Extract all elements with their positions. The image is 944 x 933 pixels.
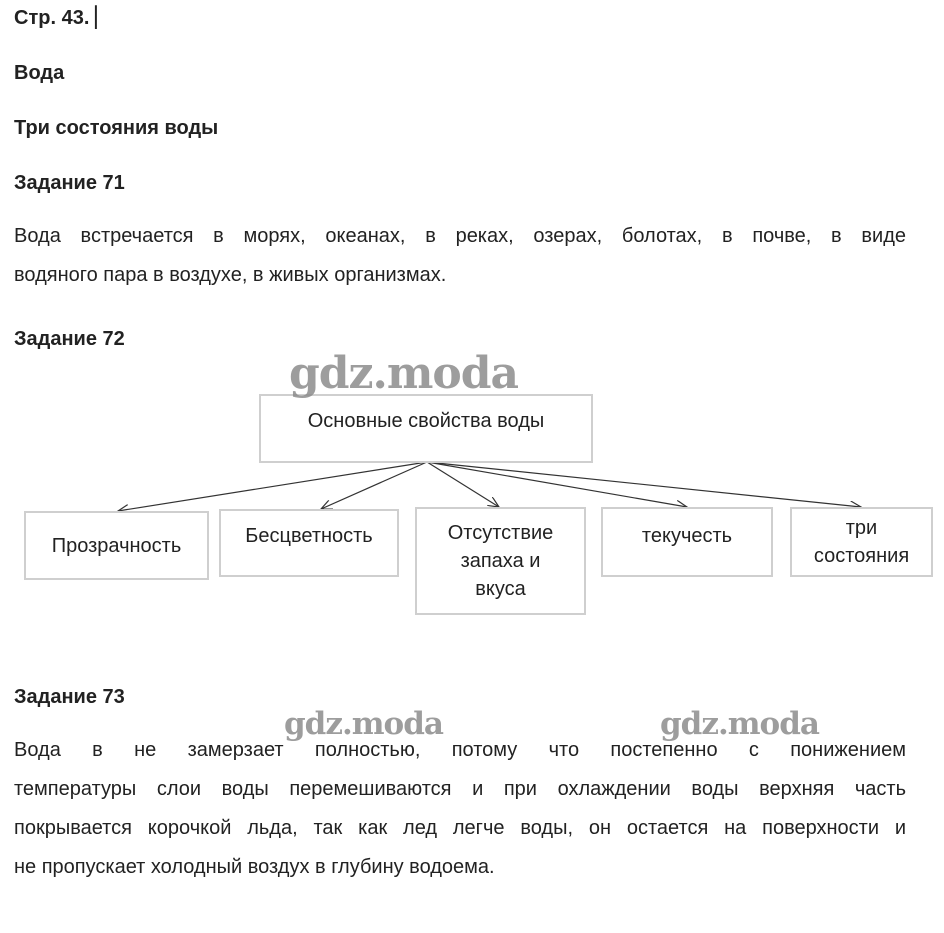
task-71-line-1: Вода встречается в морях, океанах, в реках, озерах, болотах, в почве, в виде: [14, 225, 906, 247]
cursor-glyph: ▏: [94, 7, 111, 29]
task-73-answer: [14, 731, 906, 887]
property-label: три состояния: [813, 517, 910, 567]
property-label: Отсутствие запаха и вкуса: [447, 522, 554, 600]
arrow-to-transparency: [118, 462, 427, 511]
property-box-fluidity: [601, 507, 773, 577]
task-72-title: Задание 72: [14, 328, 125, 350]
property-label: Бесцветность: [245, 525, 373, 547]
property-label: Прозрачность: [51, 534, 182, 557]
arrow-to-colorless: [321, 462, 427, 509]
property-label: текучесть: [641, 525, 733, 547]
watermark-logo: gdz.moda: [289, 348, 519, 399]
root-box: [259, 394, 593, 463]
arrow-to-three-states: [427, 462, 861, 507]
task-73-line-3: покрывается корочкой льда, так как лед легче воды, он остается на поверхности и: [14, 817, 906, 839]
watermark-logo: gdz.moda: [284, 706, 443, 742]
page-number: Стр. 43.: [14, 7, 90, 29]
task-73-line-2: температуры слои воды перемешиваются и при охлаждении воды верхняя часть: [14, 778, 906, 800]
property-box-no-smell-taste: [415, 507, 586, 615]
task-73-line-4: не пропускает холодный воздух в глубину водоема.: [14, 856, 495, 878]
property-box-transparency: [24, 511, 209, 580]
topic-title: Вода: [14, 62, 65, 84]
root-label: Основные свойства воды: [307, 410, 545, 432]
watermark-logo: gdz.moda: [660, 706, 819, 742]
property-box-colorless: [219, 509, 399, 577]
subtopic-title: Три состояния воды: [14, 117, 219, 139]
task-71-line-2: водяного пара в воздухе, в живых организмах.: [14, 264, 447, 286]
task-71-title: Задание 71: [14, 172, 125, 194]
task-73-title: Задание 73: [14, 686, 125, 708]
task-73-line-1: Вода в не замерзает полностью, потому что постепенно с понижением: [14, 739, 906, 761]
property-box-three-states: [790, 507, 933, 577]
